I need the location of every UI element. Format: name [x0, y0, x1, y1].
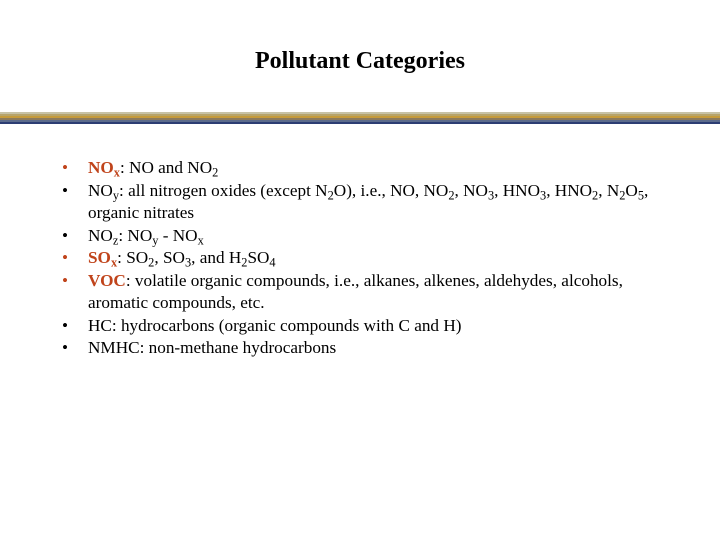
bullet-dot-icon: • [61, 158, 69, 177]
text-segment: NMHC: non-methane hydrocarbons [88, 338, 337, 357]
title-divider [0, 112, 720, 124]
text-segment: , HNO [546, 180, 593, 200]
subscript: 3 [540, 188, 547, 203]
bullet-text [88, 248, 276, 270]
bullet-text [88, 338, 336, 357]
subscript: y [152, 233, 159, 248]
text-segment: : NO [118, 225, 153, 245]
bullet-dot-icon: • [61, 270, 69, 290]
subscript: x [110, 255, 118, 270]
text-segment: SO [247, 248, 270, 267]
bullet-dot-icon: • [61, 225, 69, 245]
subscript: 2 [212, 165, 219, 180]
bullet-item [58, 247, 678, 270]
bullet-list [58, 157, 678, 360]
subscript: 4 [269, 255, 276, 270]
divider-line [0, 122, 720, 124]
subscript: 2 [592, 188, 599, 203]
subscript: x [197, 233, 204, 248]
subscript: 2 [327, 188, 334, 203]
text-segment: , organic nitrates [88, 180, 649, 222]
term-label: VOC [88, 270, 126, 290]
bullet-text [88, 181, 648, 223]
text-segment: O), i.e., NO, NO [333, 180, 449, 200]
text-segment: , SO [154, 248, 185, 267]
subscript: x [113, 165, 120, 180]
bullet-text [88, 225, 204, 248]
subscript: 2 [619, 188, 626, 203]
term-label: SO [88, 248, 111, 267]
text-segment: HC: hydrocarbons (organic compounds with C and H) [88, 315, 462, 335]
text-segment: : NO and NO [119, 158, 213, 177]
bullet-text [88, 158, 219, 180]
text-segment: , NO [454, 180, 488, 200]
text-segment: , and H [191, 248, 242, 267]
text-segment: , HNO [494, 180, 540, 200]
bullet-item [58, 337, 678, 360]
subscript: 2 [448, 188, 455, 203]
text-segment: : SO [117, 248, 149, 267]
text-segment: : volatile organic compounds, i.e., alkanes, alkenes, aldehydes, alcohols, aromatic compounds, etc. [88, 270, 623, 312]
text-segment: NO [88, 225, 113, 245]
bullet-item [58, 225, 678, 248]
text-segment: NO [88, 180, 113, 200]
bullet-text [88, 271, 623, 313]
text-segment: - NO [158, 225, 198, 245]
text-segment: : all nitrogen oxides (except N [119, 180, 328, 200]
bullet-dot-icon: • [61, 315, 69, 335]
subscript: 3 [184, 255, 192, 270]
subscript: 5 [637, 188, 645, 203]
bullet-item [58, 315, 678, 338]
bullet-dot-icon: • [61, 338, 69, 357]
text-segment: , N [598, 180, 620, 200]
subscript: 3 [487, 188, 495, 203]
bullet-dot-icon: • [61, 248, 69, 267]
text-segment: O [625, 180, 638, 200]
subscript: y [112, 188, 120, 203]
subscript: 2 [148, 255, 155, 270]
term-label: NO [88, 158, 114, 177]
bullet-item [58, 157, 678, 180]
bullet-dot-icon: • [61, 180, 69, 200]
subscript: z [112, 233, 119, 248]
bullet-text [88, 316, 461, 335]
slide-title: Pollutant Categories [255, 48, 465, 74]
bullet-item [58, 270, 678, 315]
subscript: 2 [241, 255, 248, 270]
bullet-item [58, 180, 678, 225]
